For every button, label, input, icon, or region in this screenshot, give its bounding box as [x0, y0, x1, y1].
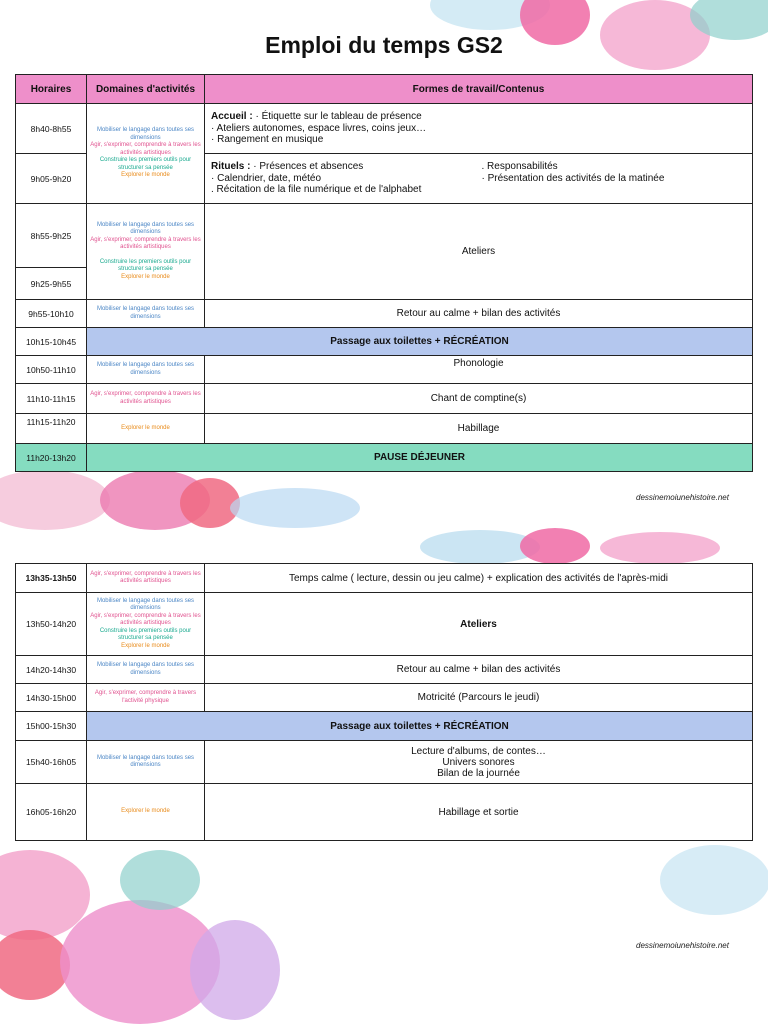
content-cell: Retour au calme + bilan des activités [205, 300, 753, 328]
content-cell: Ateliers [205, 593, 753, 656]
table-row [16, 741, 753, 784]
domain-langage: Mobiliser le langage dans toutes ses dimensions [96, 754, 195, 768]
recreation-band: Passage aux toilettes + RÉCRÉATION [87, 328, 753, 356]
domain-langage: Mobiliser le langage dans toutes ses dimensions [96, 662, 195, 676]
table-row [16, 684, 753, 712]
header-horaires: Horaires [16, 75, 87, 104]
table-row [16, 356, 753, 384]
time-cell: 13h35-13h50 [16, 564, 87, 593]
time-cell: 14h20-14h30 [16, 656, 87, 684]
accueil-line: · Ateliers autonomes, espace livres, coins jeux… [211, 122, 427, 134]
table-row [16, 656, 753, 684]
domains-cell [87, 741, 205, 784]
recreation-row [16, 712, 753, 741]
recreation-row [16, 328, 753, 356]
rituels-item: . Responsabilités [481, 161, 558, 173]
flower-decoration [420, 530, 540, 564]
domain-langage: Mobiliser le langage dans toutes ses dimensions [96, 362, 195, 376]
time-cell: 8h40-8h55 [16, 104, 87, 154]
content-line: Lecture d'albums, de contes… [411, 745, 546, 757]
domain-arts: Agir, s'exprimer, comprendre à travers les activités artistiques [90, 570, 201, 584]
domain-monde: Explorer le monde [121, 172, 170, 179]
table-row [16, 784, 753, 841]
domains-cell [87, 356, 205, 384]
content-cell: Temps calme ( lecture, dessin ou jeu calme) + explication des activités de l'après-midi [205, 564, 753, 593]
rituels-label: Rituels : [211, 161, 251, 173]
time-cell: 13h50-14h20 [16, 593, 87, 656]
time-cell: 16h05-16h20 [16, 784, 87, 841]
domain-arts: Agir, s'exprimer, comprendre à travers les activités artistiques [90, 391, 201, 405]
domain-monde: Explorer le monde [121, 642, 170, 649]
domain-arts: Agir, s'exprimer, comprendre à travers les activités artistiques [90, 612, 201, 627]
content-cell: Habillage [205, 414, 753, 444]
rituels-item: · Présentation des activités de la matinée [481, 172, 665, 184]
table-row [16, 593, 753, 656]
domain-physique: Agir, s'exprimer, comprendre à travers l'activité physique [94, 690, 197, 704]
morning-schedule-table [15, 74, 753, 472]
domains-cell [87, 593, 205, 656]
accueil-line: · Étiquette sur le tableau de présence [255, 111, 422, 123]
time-cell: 11h15-11h20 [16, 414, 87, 444]
table-row [16, 384, 753, 414]
lunch-band: PAUSE DÉJEUNER [87, 444, 753, 472]
domain-langage: Mobiliser le langage dans toutes ses dimensions [96, 597, 195, 612]
page-title: Emploi du temps GS2 [265, 32, 503, 58]
domains-cell [87, 300, 205, 328]
time-cell: 11h10-11h15 [16, 384, 87, 414]
content-line: Univers sonores [442, 756, 515, 768]
flower-decoration [520, 528, 590, 564]
time-cell: 8h55-9h25 [16, 204, 87, 268]
content-cell: Retour au calme + bilan des activités [205, 656, 753, 684]
domain-outils: Construire les premiers outils pour structurer sa pensée [99, 157, 192, 171]
table-row [16, 414, 753, 444]
content-cell [205, 741, 753, 784]
domains-cell [87, 384, 205, 414]
flower-decoration [0, 470, 110, 530]
table-row [16, 104, 753, 154]
domain-langage: Mobiliser le langage dans toutes ses dimensions [96, 306, 195, 320]
domains-cell [87, 784, 205, 841]
accueil-label: Accueil : [211, 111, 253, 123]
content-cell [205, 154, 753, 204]
content-line: Bilan de la journée [437, 767, 520, 779]
time-cell: 10h15-10h45 [16, 328, 87, 356]
time-cell: 9h25-9h55 [16, 268, 87, 300]
site-credit: dessinemoiunehistoire.net [636, 941, 729, 950]
flower-decoration [60, 900, 220, 1024]
domains-cell [87, 104, 205, 204]
flower-decoration [0, 930, 70, 1000]
accueil-line: · Rangement en musique [211, 134, 324, 146]
lunch-row [16, 444, 753, 472]
time-cell: 9h05-9h20 [16, 154, 87, 204]
domain-langage: Mobiliser le langage dans toutes ses dimensions [96, 127, 195, 141]
domains-cell [87, 684, 205, 712]
flower-decoration [600, 532, 720, 564]
content-cell [205, 104, 753, 154]
domain-langage: Mobiliser le langage dans toutes ses dimensions [96, 221, 195, 236]
domain-arts: Agir, s'exprimer, comprendre à travers les activités artistiques [90, 142, 201, 156]
domain-monde: Explorer le monde [121, 424, 170, 431]
table-row [16, 564, 753, 593]
site-credit: dessinemoiunehistoire.net [636, 493, 729, 502]
table-row [16, 204, 753, 268]
flower-decoration [0, 850, 90, 940]
domain-outils: Construire les premiers outils pour structurer sa pensée [99, 258, 192, 273]
flower-decoration [120, 850, 200, 910]
domain-monde: Explorer le monde [121, 808, 170, 815]
domain-arts: Agir, s'exprimer, comprendre à travers les activités artistiques [90, 236, 201, 251]
domains-cell [87, 656, 205, 684]
domain-outils: Construire les premiers outils pour structurer sa pensée [99, 627, 192, 642]
time-cell: 14h30-15h00 [16, 684, 87, 712]
flower-decoration [430, 0, 550, 30]
time-cell: 9h55-10h10 [16, 300, 87, 328]
content-cell: Ateliers [205, 204, 753, 300]
domains-cell [87, 414, 205, 444]
domains-cell [87, 204, 205, 300]
content-cell: Habillage et sortie [205, 784, 753, 841]
rituels-item: . Récitation de la file numérique et de l'alphabet [211, 184, 422, 196]
recreation-band: Passage aux toilettes + RÉCRÉATION [87, 712, 753, 741]
flower-decoration [660, 845, 768, 915]
afternoon-schedule-table [15, 563, 753, 841]
header-domaines: Domaines d'activités [87, 75, 205, 104]
content-cell: Phonologie [205, 356, 753, 384]
table-header-row [16, 75, 753, 104]
time-cell: 15h40-16h05 [16, 741, 87, 784]
domain-monde: Explorer le monde [121, 273, 170, 280]
rituels-item: · Présences et absences [253, 161, 364, 173]
flower-decoration [230, 488, 360, 528]
flower-decoration [180, 478, 240, 528]
header-formes: Formes de travail/Contenus [205, 75, 753, 104]
flower-decoration [100, 470, 210, 530]
rituels-item: · Calendrier, date, météo [211, 172, 322, 184]
time-cell: 15h00-15h30 [16, 712, 87, 741]
domains-cell [87, 564, 205, 593]
flower-decoration [190, 920, 280, 1020]
content-cell: Chant de comptine(s) [205, 384, 753, 414]
time-cell: 11h20-13h20 [16, 444, 87, 472]
table-row [16, 300, 753, 328]
time-cell: 10h50-11h10 [16, 356, 87, 384]
content-cell: Motricité (Parcours le jeudi) [205, 684, 753, 712]
